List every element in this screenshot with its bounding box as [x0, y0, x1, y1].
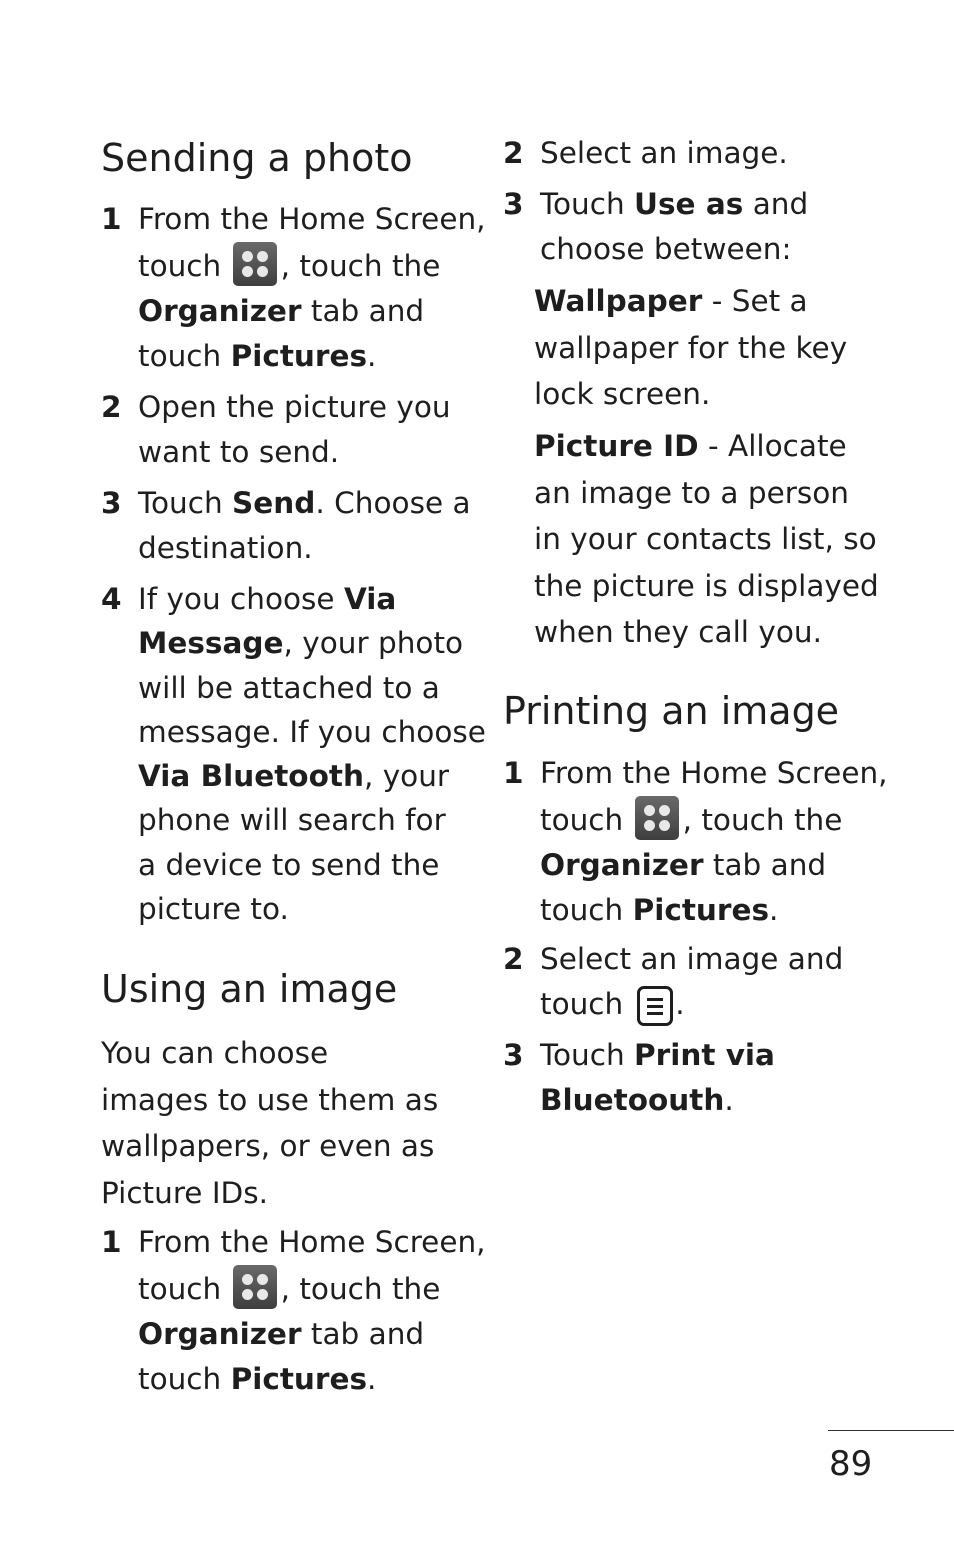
sending-step-1	[101, 197, 486, 379]
sending-step-2	[101, 385, 481, 475]
option-picture-id	[534, 423, 914, 656]
printing-step-2	[503, 937, 883, 1027]
organizer-label: Organizer	[540, 848, 704, 882]
step-text: , your photo	[283, 626, 464, 661]
step-number: 2	[101, 390, 122, 424]
intro-text: Picture IDs.	[101, 1175, 268, 1210]
step-number: 2	[503, 136, 524, 170]
step-text: message. If you choose	[138, 714, 486, 749]
option-text: the picture is displayed	[534, 568, 879, 603]
pictures-label: Pictures	[230, 339, 368, 373]
option-text: when they call you.	[534, 615, 822, 649]
printing-step-3	[503, 1033, 883, 1123]
step-text: choose between:	[540, 232, 792, 266]
step-text: , your	[363, 759, 450, 794]
step-text: If you choose	[138, 582, 344, 616]
printing-step-1	[503, 751, 888, 933]
step-text: From the Home Screen,	[540, 756, 888, 790]
step-text: touch	[138, 339, 231, 373]
option-text: - Allocate	[698, 429, 847, 463]
use-as-label: Use as	[634, 187, 744, 221]
step-text: touch	[540, 987, 624, 1021]
step-text: picture to.	[138, 892, 289, 927]
step-text: a device to send the	[138, 847, 440, 882]
step-text: want to send.	[138, 435, 340, 469]
sending-step-4	[101, 577, 486, 931]
step-number: 3	[503, 187, 524, 221]
step-text: tab and	[301, 1317, 425, 1351]
option-text: in your contacts list, so	[534, 522, 877, 556]
app-grid-icon	[233, 1265, 277, 1309]
option-text: wallpaper for the key	[534, 330, 848, 365]
bluetooth-label: Bluetoouth	[540, 1083, 725, 1117]
step-text: .	[675, 987, 685, 1021]
using-step-1	[101, 1220, 486, 1402]
step-text: .	[367, 339, 377, 373]
step-text: .	[367, 1362, 377, 1396]
pictures-label: Pictures	[230, 1362, 368, 1396]
intro-text: You can choose	[101, 1036, 329, 1070]
using-step-2	[503, 131, 883, 176]
step-text: phone will search for	[138, 803, 446, 838]
step-number: 3	[503, 1038, 524, 1072]
menu-icon	[637, 986, 673, 1026]
step-number: 1	[101, 1225, 122, 1259]
step-text: Select an image.	[540, 136, 788, 170]
sending-step-3	[101, 481, 481, 571]
step-text: From the Home Screen,	[138, 1225, 486, 1259]
step-text: Open the picture you	[138, 390, 451, 424]
organizer-label: Organizer	[138, 1317, 302, 1351]
step-text: Touch	[540, 1038, 635, 1072]
via-label: Via	[343, 582, 397, 616]
step-text: .	[724, 1083, 734, 1117]
using-intro	[101, 1030, 481, 1216]
option-text: an image to a person	[534, 475, 849, 510]
print-via-label: Print via	[634, 1038, 775, 1072]
step-text: , touch the	[280, 249, 441, 283]
message-label: Message	[138, 626, 284, 661]
using-step-3	[503, 182, 883, 272]
step-text: , touch the	[280, 1272, 441, 1306]
intro-text: wallpapers, or even as	[101, 1129, 435, 1163]
step-text: touch	[138, 1272, 231, 1306]
app-grid-icon	[233, 242, 277, 286]
wallpaper-label: Wallpaper	[534, 284, 703, 318]
step-text: Select an image and	[540, 942, 844, 976]
step-number: 1	[101, 202, 122, 236]
via-bluetooth-label: Via Bluetooth	[138, 759, 364, 794]
step-text: . Choose a	[315, 486, 471, 520]
page-number: 89	[829, 1444, 873, 1484]
step-number: 4	[101, 582, 122, 616]
step-text: From the Home Screen,	[138, 202, 486, 236]
step-number: 3	[101, 486, 122, 520]
step-text: touch	[138, 1362, 231, 1396]
picture-id-label: Picture ID	[534, 429, 699, 463]
step-number: 2	[503, 942, 524, 976]
step-text: tab and	[301, 294, 425, 328]
section-title-using: Using an image	[101, 967, 398, 1011]
step-number: 1	[503, 756, 524, 790]
step-text: and	[743, 187, 809, 221]
section-title-printing: Printing an image	[503, 689, 840, 733]
step-text: , touch the	[682, 803, 843, 837]
send-label: Send	[232, 486, 316, 520]
option-wallpaper	[534, 278, 914, 418]
intro-text: images to use them as	[101, 1082, 439, 1117]
step-text: touch	[138, 249, 231, 283]
section-title-sending: Sending a photo	[101, 136, 413, 180]
step-text: touch	[540, 803, 633, 837]
app-grid-icon	[635, 796, 679, 840]
step-text: .	[769, 893, 779, 927]
step-text: Touch	[138, 486, 233, 520]
step-text: will be attached to a	[138, 670, 440, 705]
option-text: lock screen.	[534, 377, 711, 411]
step-text: tab and	[703, 848, 827, 882]
step-text: touch	[540, 893, 633, 927]
pictures-label: Pictures	[632, 893, 770, 927]
footer-divider	[828, 1430, 954, 1431]
step-text: Touch	[540, 187, 635, 221]
option-text: - Set a	[702, 284, 808, 318]
organizer-label: Organizer	[138, 294, 302, 328]
step-text: destination.	[138, 531, 313, 565]
